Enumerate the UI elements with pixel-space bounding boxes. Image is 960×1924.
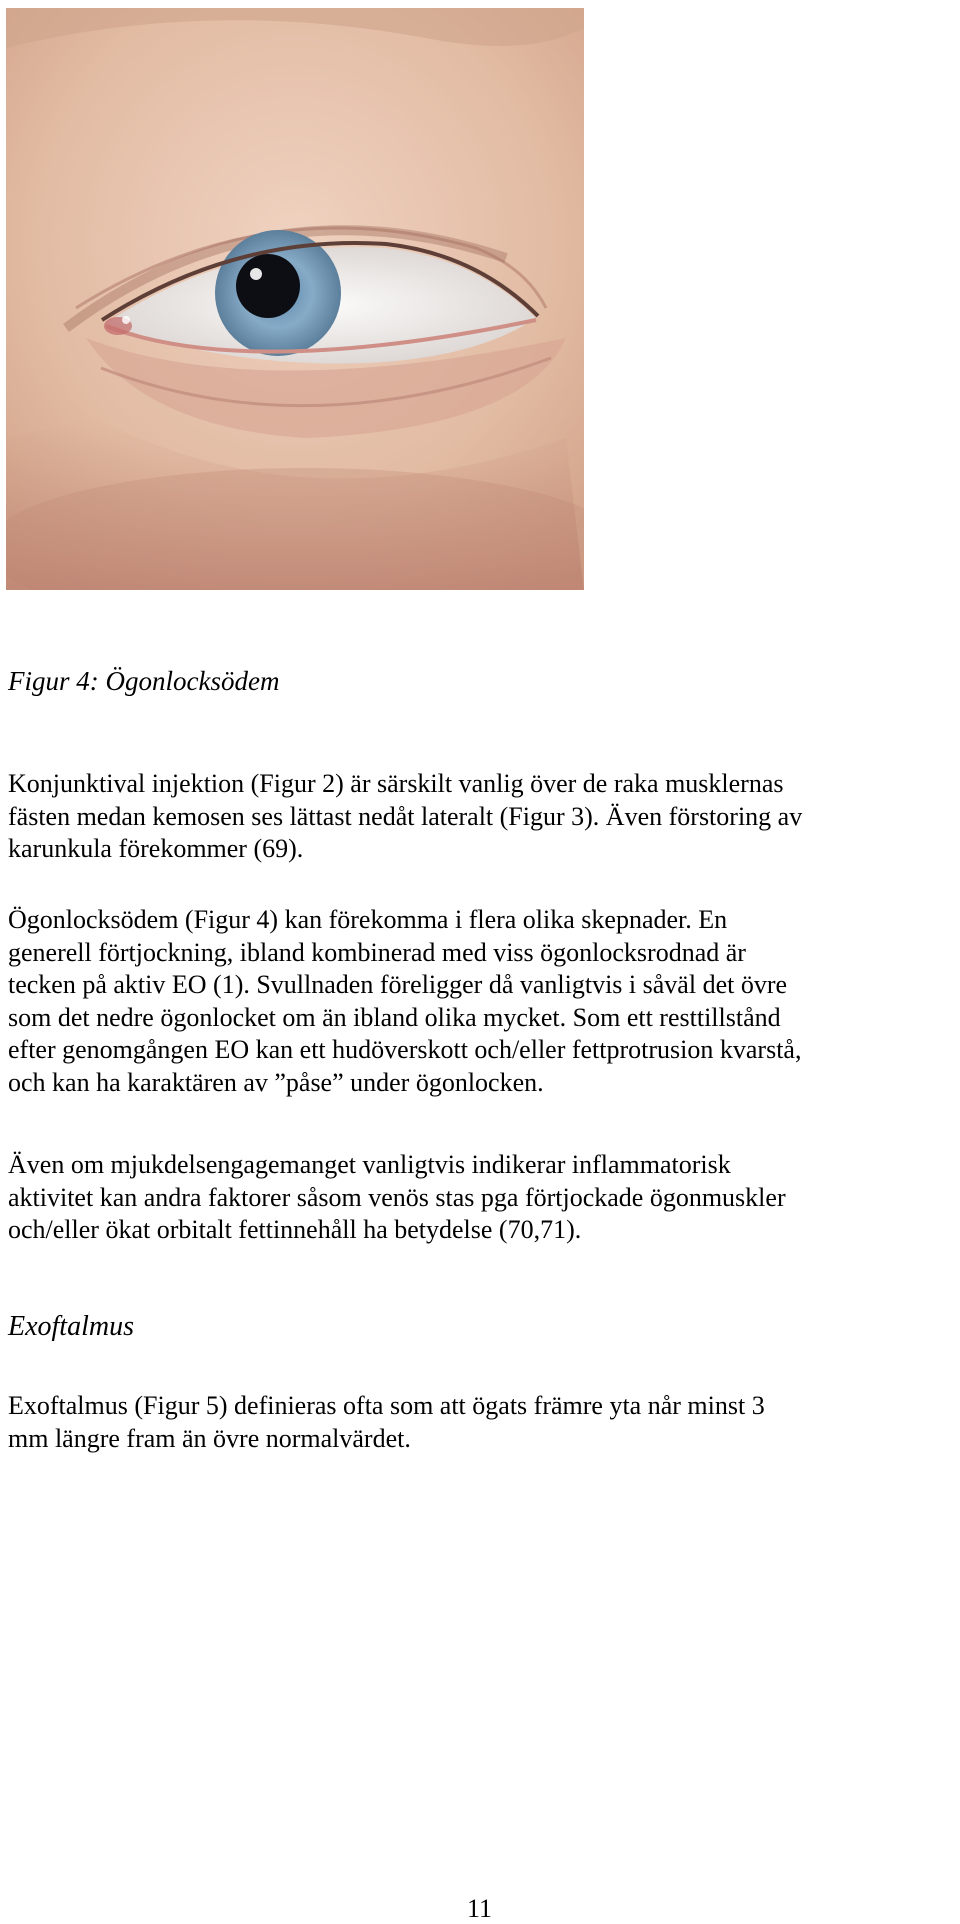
body-paragraph-exoftalmus <box>8 1390 765 1455</box>
text-line: mm längre fram än övre normalvärdet. <box>8 1423 411 1453</box>
eyelid-edema-photo <box>6 8 584 590</box>
text-line: Även om mjukdelsengagemanget vanligtvis indikerar inflammatorisk <box>8 1150 731 1179</box>
text-line: tecken på aktiv EO (1). Svullnaden föreligger då vanligtvis i såväl det övre <box>8 970 788 999</box>
body-paragraph-2 <box>8 904 801 1099</box>
text-line: Ögonlocksödem (Figur 4) kan förekomma i flera olika skepnader. En <box>8 905 728 934</box>
text-line: efter genomgången EO kan ett hudöverskott och/eller fettprotrusion kvarstå, <box>8 1035 802 1064</box>
body-paragraph-1 <box>8 768 802 866</box>
text-line: Konjunktival injektion (Figur 2) är särskilt vanlig över de raka musklernas <box>8 769 784 798</box>
text-line: fästen medan kemosen ses lättast nedåt lateralt (Figur 3). Även förstoring av <box>8 801 803 831</box>
body-paragraph-3 <box>8 1149 786 1247</box>
page-number: 11 <box>467 1894 493 1923</box>
section-heading-exoftalmus: Exoftalmus <box>8 1311 134 1342</box>
text-line: Exoftalmus (Figur 5) definieras ofta som att ögats främre yta når minst 3 <box>8 1391 765 1420</box>
text-line: och/eller ökat orbitalt fettinnehåll ha betydelse (70,71). <box>8 1215 582 1244</box>
text-line: och kan ha karaktären av ”påse” under ögonlocken. <box>8 1067 544 1097</box>
text-line: som det nedre ögonlocket om än ibland olika mycket. Som ett resttillstånd <box>8 1002 781 1032</box>
text-line: aktivitet kan andra faktorer såsom venös stas pga förtjockade ögonmuskler <box>8 1182 786 1212</box>
text-line: karunkula förekommer (69). <box>8 834 304 863</box>
text-line: generell förtjockning, ibland kombinerad med viss ögonlocksrodnad är <box>8 937 746 967</box>
figure-caption: Figur 4: Ögonlocksödem <box>8 666 280 696</box>
